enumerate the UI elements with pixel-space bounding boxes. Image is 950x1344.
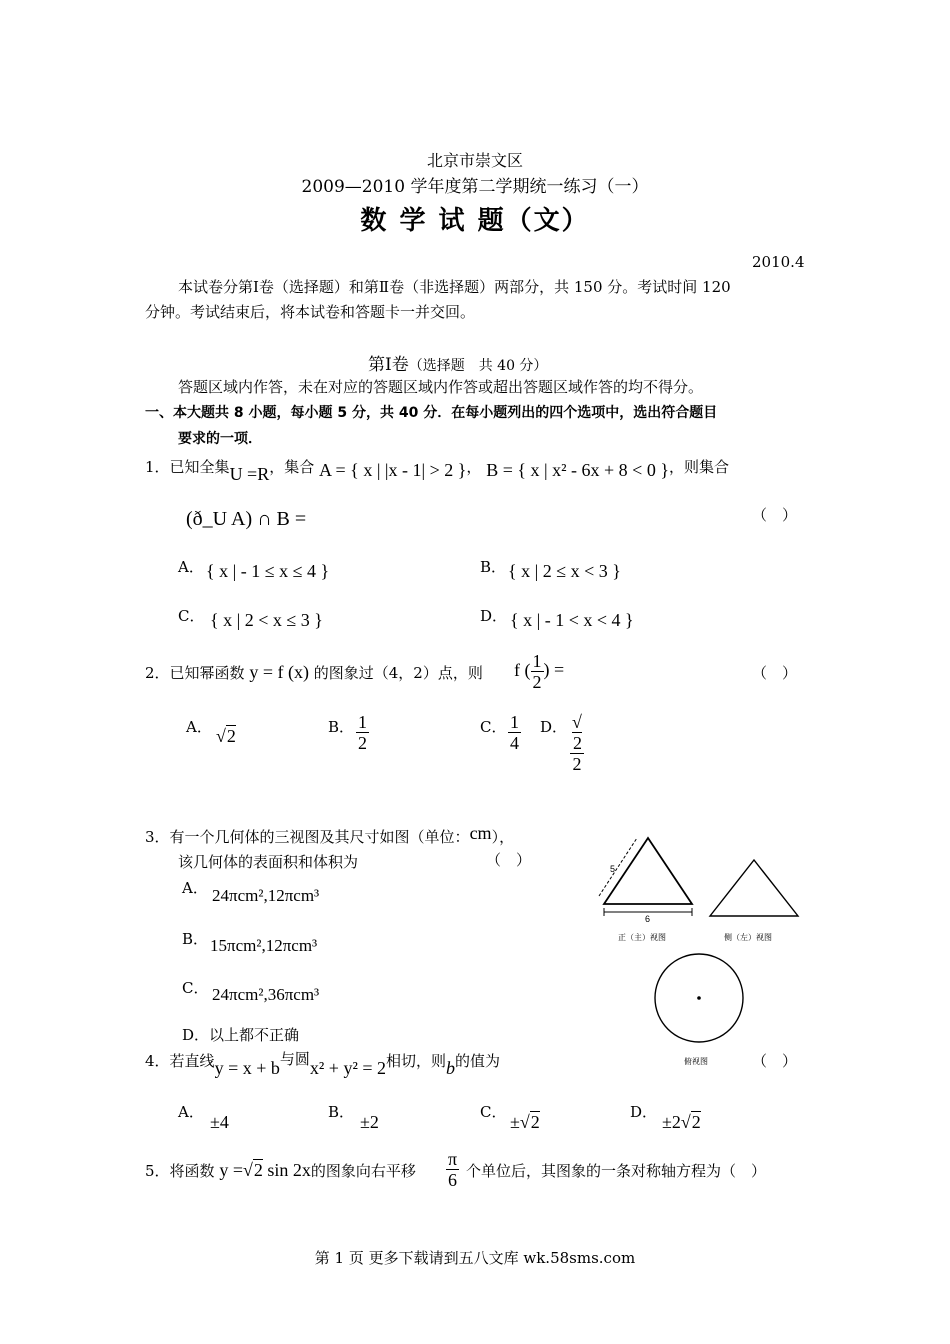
q2-query-num: 1 (532, 651, 542, 671)
q3-number: 3． (145, 828, 170, 846)
top-view-center-dot (697, 996, 701, 1000)
q4-text-d: 的值为 (455, 1052, 501, 1070)
q4-text-a: 若直线 (169, 1052, 215, 1070)
q1-stem (145, 456, 729, 484)
q5-math: y =√2 sin 2x (219, 1160, 311, 1180)
front-dim-line-side (599, 838, 637, 896)
q5-frac-num: π (448, 1149, 458, 1169)
q4-stem (145, 1050, 501, 1078)
q4-option-c: ±√2 (510, 1112, 540, 1132)
q4-text-b: 与圆 (279, 1050, 310, 1068)
q1-option-a-label: A． (178, 558, 204, 576)
q2-query-pre: f ( (514, 659, 531, 680)
q2-option-a-radicand: 2 (226, 726, 236, 746)
q4-text-c: 相切，则 (386, 1052, 447, 1070)
section-line-1: 一、本大题共 8 小题，每小题 5 分，共 40 分．在每小题列出的四个选项中，选出符合题目 (145, 405, 718, 421)
q3-option-d: D．以上都不正确 (182, 1026, 300, 1044)
q3-stem-line-1 (145, 823, 515, 847)
q2-option-d (570, 712, 584, 774)
q4-math-b-var: b (446, 1058, 456, 1078)
q2-option-a: √2 (216, 726, 236, 746)
intro-line-2: 分钟。考试结束后，将本试卷和答题卡一并交回。 (145, 303, 476, 321)
part1-instruction: 答题区域内作答，未在对应的答题区域内作答或超出答题区域作答的均不得分。 (178, 378, 704, 396)
q4-math-circle: x² + y² = 2 (309, 1058, 386, 1078)
q2-answer-paren: （ ） (752, 664, 798, 682)
q4-math-line: y = x + b (214, 1058, 280, 1078)
q2-number: 2． (145, 664, 170, 682)
side-view (710, 860, 798, 942)
q3-unit: cm (469, 823, 492, 843)
q2-option-c (508, 712, 521, 753)
q1-text-a: 已知全集 (169, 458, 230, 476)
q2-option-d-den: 2 (572, 754, 582, 774)
top-view (655, 954, 743, 1066)
q1-sep: ， (466, 458, 482, 476)
q5-text-b: 的图象向右平移 (310, 1162, 416, 1180)
front-view-triangle (604, 838, 692, 904)
part1-heading (368, 350, 547, 375)
q1-option-b: { x | 2 ≤ x < 3 } (508, 561, 621, 581)
q5-stem (145, 1160, 416, 1181)
q5-text-a: 将函数 (169, 1162, 215, 1180)
q2-option-d-num: √ 2 (570, 712, 584, 754)
q1-math-b: B = { x | x² - 6x + 8 < 0 } (486, 460, 669, 480)
q1-option-a: { x | - 1 ≤ x ≤ 4 } (206, 561, 330, 581)
side-view-label: 侧（左）视图 (724, 933, 772, 942)
q4-option-d-label: D． (630, 1103, 658, 1121)
q2-text-b: 的图象过（4，2）点，则 (313, 664, 483, 682)
top-view-label: 俯视图 (684, 1057, 708, 1066)
q4-option-c-label: C． (480, 1103, 507, 1121)
q2-option-d-radicand: 2 (573, 733, 582, 753)
q4-option-c-pm: ± (510, 1112, 520, 1132)
term-title: 2009—2010 学年度第二学期统一练习（一） (301, 177, 649, 197)
side-view-triangle (710, 860, 798, 916)
q1-expression: (ð_U A) ∩ B = (186, 508, 307, 530)
q3-option-c-label: C． (182, 979, 209, 997)
q2-text-a: 已知幂函数 (169, 664, 245, 682)
q1-number: 1． (145, 458, 170, 476)
front-view-label: 正（主）视图 (618, 933, 666, 942)
q4-number: 4． (145, 1052, 170, 1070)
q5-fraction (446, 1149, 459, 1190)
three-view-figure (590, 830, 810, 1080)
q3-answer-paren: （ ） (486, 851, 532, 869)
q2-option-b-label: B． (328, 718, 355, 736)
page-title: 数 学 试 题（文） (360, 206, 590, 236)
q3-option-c: 24πcm²,36πcm³ (212, 985, 320, 1004)
front-dim-side-label: 5 (610, 864, 616, 874)
q4-option-c-radicand: 2 (530, 1112, 540, 1132)
q4-option-d: ±2√2 (662, 1112, 701, 1132)
exam-date: 2010.4 (752, 253, 805, 271)
q1-option-c: { x | 2 < x ≤ 3 } (210, 610, 323, 630)
q1-math-u: U =R (229, 464, 270, 484)
q4-option-a-label: A． (178, 1103, 204, 1121)
part1-heading-main: 第Ⅰ卷 (368, 355, 409, 375)
district-title: 北京市崇文区 (426, 151, 523, 170)
q1-option-d: { x | - 1 < x < 4 } (510, 610, 634, 630)
q2-option-b-num: 1 (358, 712, 367, 732)
q4-option-b-label: B． (328, 1103, 355, 1121)
q4-answer-paren: （ ） (752, 1052, 798, 1070)
q5-number: 5． (145, 1162, 170, 1180)
q1-answer-paren: （ ） (752, 506, 798, 524)
q5-frac-den: 6 (448, 1170, 458, 1190)
q5-text-c: 个单位后，其图象的一条对称轴方程为（ ） (466, 1162, 767, 1180)
q2-option-c-den: 4 (510, 733, 519, 753)
q4-option-d-pm: ±2 (662, 1112, 681, 1132)
q3-option-a: 24πcm²,12πcm³ (212, 886, 320, 905)
page-footer: 第 1 页 更多下载请到五八文库 wk.58sms.com (314, 1249, 636, 1267)
q2-option-b (356, 712, 369, 753)
section-line-2: 要求的一项． (178, 431, 262, 447)
q3-stem-line-2: 该几何体的表面积和体积为 (178, 853, 359, 871)
q3-option-b-label: B． (182, 930, 209, 948)
q2-option-c-num: 1 (510, 712, 519, 732)
q2-query-den: 2 (532, 672, 542, 692)
front-dim-bottom-label: 6 (645, 914, 651, 924)
q1-math-a: A = { x | |x - 1| > 2 } (319, 460, 467, 480)
q3-text-a: 有一个几何体的三视图及其尺寸如图（单位： (169, 828, 470, 846)
q2-option-d-label: D． (540, 718, 568, 736)
q2-stem (145, 662, 483, 683)
q4-option-b: ±2 (360, 1112, 379, 1132)
q5-math-pre: y = (219, 1160, 243, 1180)
q2-option-b-den: 2 (358, 733, 367, 753)
q4-math-b (446, 1058, 455, 1078)
q5-math-post: sin 2x (267, 1160, 311, 1180)
q1-option-c-label: C． (178, 607, 205, 625)
q1-text-b: ，集合 (269, 458, 315, 476)
front-view (599, 838, 692, 942)
q2-query (514, 651, 564, 692)
q1-option-d-label: D． (480, 607, 508, 625)
q3-option-b: 15πcm²,12πcm³ (210, 936, 318, 955)
q1-text-c: ，则集合 (668, 458, 729, 476)
q2-option-c-label: C． (480, 718, 507, 736)
q1-option-b-label: B． (480, 558, 507, 576)
q5-math-radicand: 2 (253, 1160, 263, 1180)
q2-option-a-label: A． (186, 718, 212, 736)
part1-heading-note: （选择题 共 40 分） (408, 358, 548, 374)
q4-option-d-radicand: 2 (691, 1112, 701, 1132)
q3-option-a-label: A． (182, 879, 208, 897)
q2-math-f: y = f (x) (249, 662, 309, 682)
q2-query-post: ) = (543, 659, 565, 680)
q4-option-a: ±4 (210, 1112, 229, 1132)
q3-text-b: ）， (491, 828, 515, 846)
intro-line-1: 本试卷分第Ⅰ卷（选择题）和第Ⅱ卷（非选择题）两部分，共 150 分。考试时间 120 (178, 278, 731, 296)
q2-query-frac (531, 651, 544, 692)
